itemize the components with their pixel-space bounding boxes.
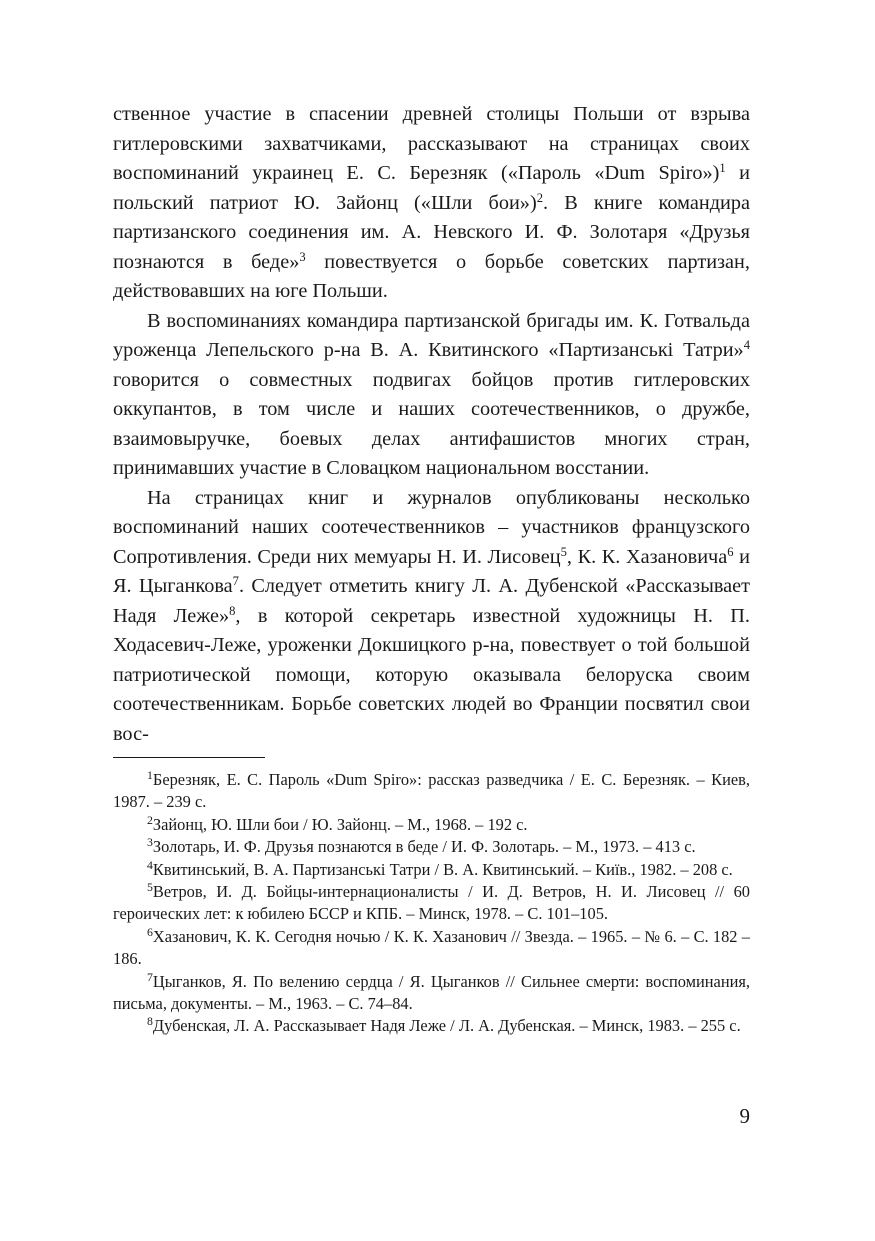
footnote-text: Зайонц, Ю. Шли бои / Ю. Зайонц. – М., 1968. – 192 с. — [152, 814, 528, 834]
footnote-number: 5 — [147, 880, 153, 895]
footnote-text: Золотарь, И. Ф. Друзья познаются в беде / И. Ф. Золотарь. – М., 1973. – 413 с. — [152, 837, 696, 857]
page-number: 9 — [739, 1104, 750, 1128]
paragraph — [113, 307, 750, 484]
footnote — [113, 814, 750, 836]
footnote-number: 6 — [147, 924, 153, 939]
text-run: На страницах книг и журналов опубликованы несколько воспоминаний наших соотечественников – участников французского Сопротивления. Среди них мемуары Н. И. Лисовец — [113, 486, 750, 568]
footnote-ref: 1 — [719, 161, 726, 176]
footnote — [113, 926, 750, 971]
footnote-text: Ветров, И. Д. Бойцы-интернационалисты / И. Д. Ветров, Н. И. Лисовец // 60 героических лет: к юбилею БССР и КПБ. – Минск, 1978. – С. 101–105. — [113, 882, 750, 924]
paragraph — [113, 100, 750, 307]
text-run: и польский патриот Ю. Зайонц («Шли бои») — [113, 162, 750, 214]
footnote-number: 4 — [147, 857, 153, 872]
footnote-text: Дубенская, Л. А. Рассказывает Надя Леже / Л. А. Дубенская. – Минск, 1983. – 255 с. — [152, 1016, 741, 1036]
footnote-text: Березняк, Е. С. Пароль «Dum Spiro»: рассказ разведчика / Е. С. Березняк. – Киев, 1987. – 239 с. — [113, 770, 750, 812]
footnote-ref: 4 — [743, 338, 750, 353]
text-run: , К. К. Хазановича — [566, 545, 728, 568]
footnote-ref: 2 — [536, 190, 544, 205]
footnote-ref: 3 — [299, 249, 306, 264]
footnote-number: 8 — [147, 1014, 153, 1029]
footnote — [113, 769, 750, 814]
footnote-ref: 7 — [232, 574, 239, 589]
footnote-number: 1 — [147, 768, 153, 783]
footnote-ref: 5 — [560, 544, 567, 559]
footnote-text: Хазанович, К. К. Сегодня ночью / К. К. Хазанович // Звезда. – 1965. – № 6. – С. 182 – 186. — [113, 926, 750, 969]
footnote — [113, 836, 750, 858]
text-run: говорится о совместных подвигах бойцов против гитлеровских оккупантов, в том числе и наших соотечественников, о дружбе, взаимовыручке, боевых делах антифашистов многих стран, принимавших участие в Словацком национальном восстании. — [113, 368, 750, 479]
text-run: ственное участие в спасении древней столицы Польши от взрыва гитлеровскими захватчиками, рассказывают на страницах своих воспоминаний украинец Е. С. Березняк («Пароль «Dum Spiro») — [113, 103, 750, 184]
footnote — [113, 881, 750, 926]
footnote-number: 2 — [147, 812, 153, 827]
footnote — [113, 859, 750, 881]
text-run: В воспоминаниях командира партизанской бригады им. К. Готвальда уроженца Лепельского р-на В. А. Квитинского «Партизанські Татри» — [113, 309, 750, 361]
footnote-number: 3 — [147, 835, 153, 850]
paragraph — [113, 484, 750, 750]
main-text — [113, 100, 750, 749]
text-run: . Следует отметить книгу Л. А. Дубенской «Рассказывает Надя Леже» — [113, 575, 750, 627]
footnote — [113, 971, 750, 1016]
text-run: и Я. Цыганкова — [113, 545, 750, 597]
footnote — [113, 1015, 750, 1037]
text-run: . В книге командира партизанского соединения им. А. Невского И. Ф. Золотаря «Друзья познаются в беде» — [113, 191, 751, 273]
footnotes — [113, 769, 750, 1038]
footnote-number: 7 — [147, 969, 153, 984]
footnote-separator — [113, 757, 265, 758]
text-run: повествуется о борьбе советских партизан, действовавших на юге Польши. — [113, 250, 750, 302]
footnote-text: Квитинський, В. А. Партизанські Татри / В. А. Квитинський. – Київ., 1982. – 208 с. — [152, 859, 733, 879]
footnote-ref: 6 — [727, 544, 734, 559]
text-run: , в которой секретарь известной художницы Н. П. Ходасевич-Леже, уроженки Докшицкого р-на, повествует о той большой патриотической помощи, которую оказывала белоруска своим соотечественникам. Борьбе советских людей во Франции посвятил свои вос- — [113, 604, 750, 745]
footnote-text: Цыганков, Я. По велению сердца / Я. Цыганков // Сильнее смерти: воспоминания, письма, документы. – М., 1963. – С. 74–84. — [113, 971, 750, 1014]
footnote-ref: 8 — [229, 603, 236, 618]
